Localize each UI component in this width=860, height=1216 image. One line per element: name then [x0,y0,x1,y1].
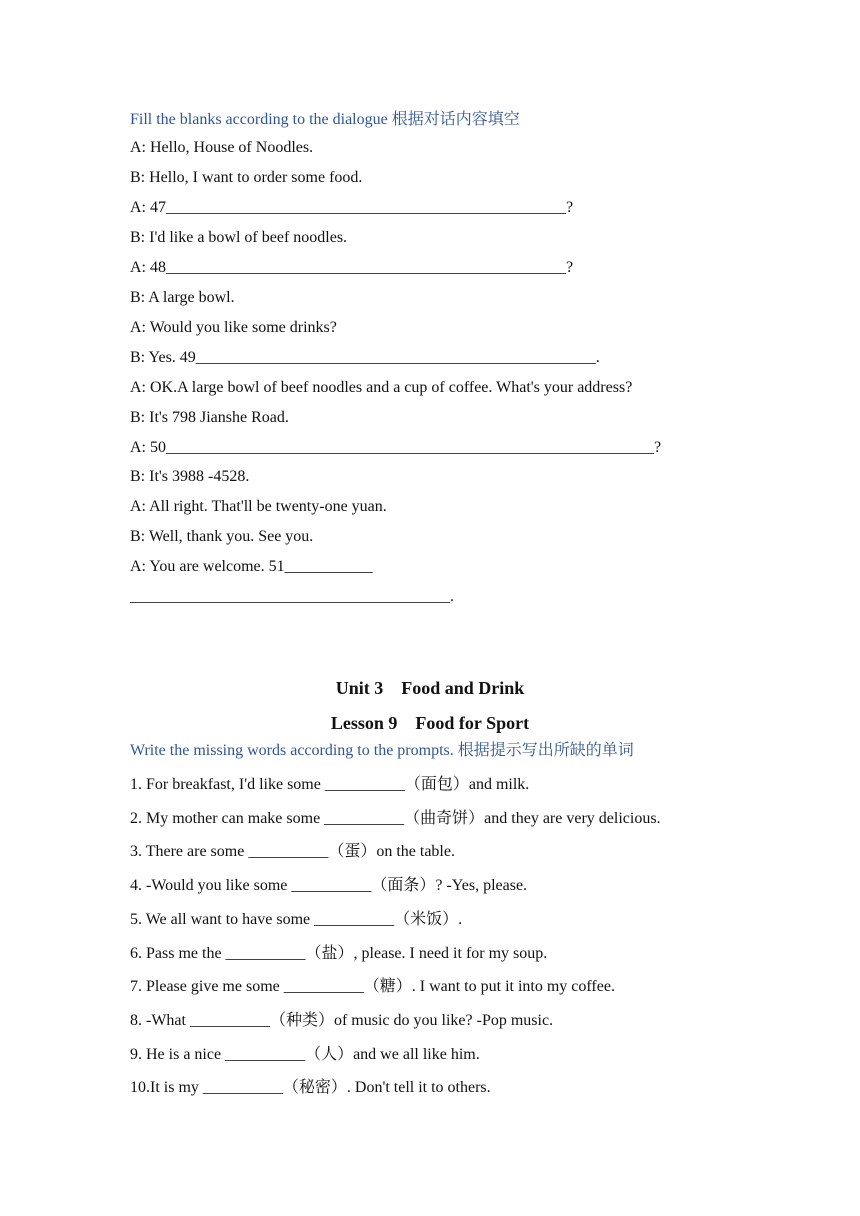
dialogue-line: B: A large bowl. [130,289,235,306]
dialogue-line: B: It's 798 Jianshe Road. [130,409,289,426]
dialogue-line-blank-47: A: 47__________________________________________________? [130,199,574,216]
dialogue-line-blank-48: A: 48__________________________________________________? [130,259,574,276]
dialogue-instruction: Fill the blanks according to the dialogue 根据对话内容填空 [130,111,520,128]
vocabulary-item: 3. There are some __________（蛋）on the table. [130,843,455,860]
dialogue-line-blank-51: A: You are welcome. 51___________ [130,558,373,575]
dialogue-line: A: OK.A large bowl of beef noodles and a cup of coffee. What's your address? [130,379,633,396]
vocabulary-item: 10.It is my __________（秘密）. Don't tell it to others. [130,1079,491,1096]
lesson-title: Lesson 9 Food for Sport [330,713,530,733]
dialogue-line: B: It's 3988 -4528. [130,468,250,485]
vocabulary-item: 2. My mother can make some __________（曲奇饼）and they are very delicious. [130,810,661,827]
unit-title: Unit 3 Food and Drink [335,678,525,698]
dialogue-line: A: Hello, House of Noodles. [130,139,314,156]
dialogue-line: B: I'd like a bowl of beef noodles. [130,229,348,246]
dialogue-line: A: All right. That'll be twenty-one yuan. [130,498,387,515]
dialogue-line: B: Well, thank you. See you. [130,528,314,545]
vocabulary-instruction: Write the missing words according to the prompts. 根据提示写出所缺的单词 [130,742,634,759]
dialogue-line: B: Hello, I want to order some food. [130,169,363,186]
vocabulary-item: 1. For breakfast, I'd like some __________（面包）and milk. [130,776,530,793]
dialogue-line-blank-49: B: Yes. 49__________________________________________________. [130,349,600,366]
vocabulary-item: 8. -What __________（种类）of music do you like? -Pop music. [130,1012,554,1029]
vocabulary-item: 7. Please give me some __________（糖）. I want to put it into my coffee. [130,978,615,995]
dialogue-line-blank-51-continued: ________________________________________. [130,588,454,605]
vocabulary-item: 4. -Would you like some __________（面条）? -Yes, please. [130,877,528,894]
vocabulary-item: 5. We all want to have some __________（米饭）. [130,911,463,928]
vocabulary-item: 6. Pass me the __________（盐）, please. I need it for my soup. [130,945,548,962]
vocabulary-item: 9. He is a nice __________（人）and we all like him. [130,1046,480,1063]
dialogue-line-blank-50: A: 50_____________________________________________________________? [130,439,662,456]
dialogue-line: A: Would you like some drinks? [130,319,337,336]
